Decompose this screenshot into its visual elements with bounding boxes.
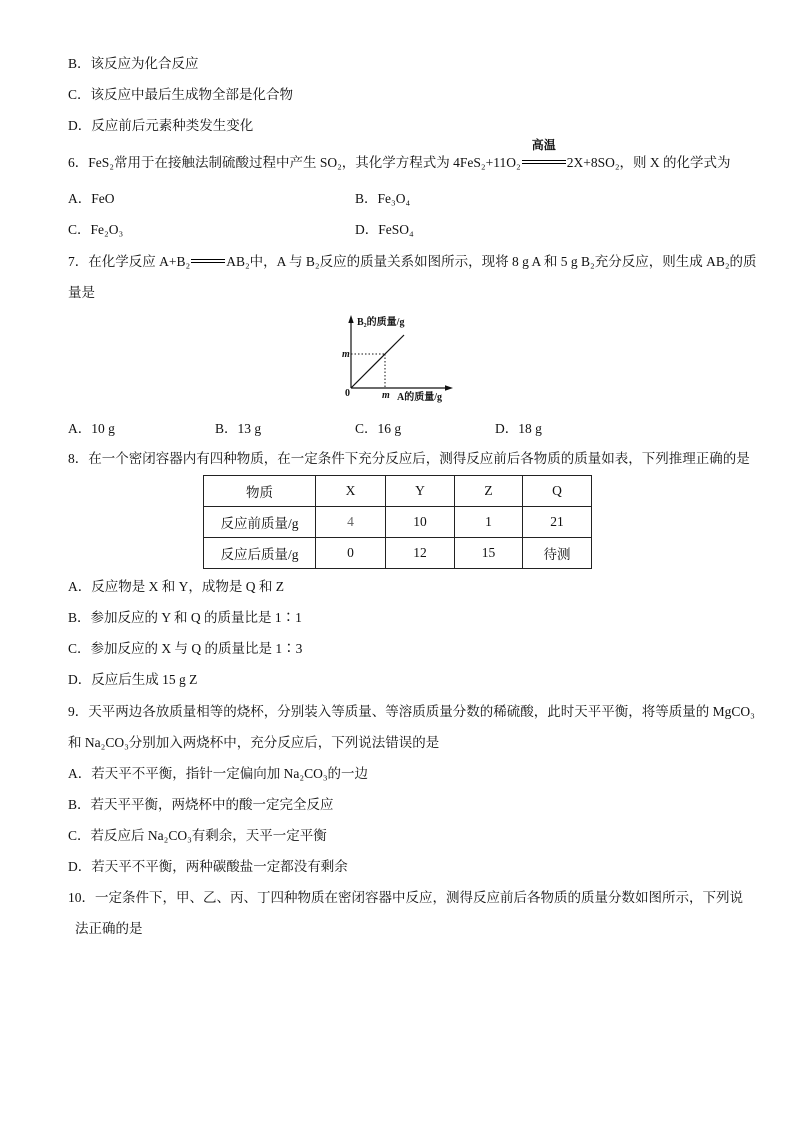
q7-option-d: D．18 g (495, 421, 542, 436)
y-axis-label: B₂的质量/g (357, 317, 405, 328)
table-header-cell: X (316, 476, 386, 507)
table-cell: 12 (386, 538, 455, 569)
table-cell: 4 (316, 507, 386, 538)
q8-option-d: D．反应后生成 15 g Z (68, 672, 198, 687)
q6-option-a: A．FeO (68, 191, 115, 206)
q7-option-b: B．13 g (215, 421, 262, 436)
q9-option-c: C．若反应后 Na₂CO₃有剩余，天平一定平衡 (68, 828, 327, 843)
q7-option-a: A．10 g (68, 421, 115, 436)
q6-stem-before: 6．FeS₂常用于在接触法制硫酸过程中产生 SO₂，其化学方程式为 4FeS₂+11O₂ (68, 155, 521, 170)
q6-option-c: C．Fe₂O₃ (68, 222, 124, 237)
q9-option-d: D．若天平不平衡，两种碳酸盐一定都没有剩余 (68, 859, 348, 874)
q5-option-d: D．反应前后元素种类发生变化 (68, 118, 254, 133)
x-axis-label: A的质量/g (397, 392, 442, 403)
q7-stem-before: 7．在化学反应 A+B₂ (68, 254, 191, 269)
table-row (204, 507, 592, 538)
reaction-condition-equals-sign (522, 138, 566, 169)
table-cell: 10 (386, 507, 455, 538)
x-tick-label: m (382, 390, 390, 401)
table-cell: 21 (523, 507, 592, 538)
q5-option-c: C．该反应中最后生成物全部是化合物 (68, 87, 294, 102)
table-cell: 0 (316, 538, 386, 569)
q6-option-b: B．Fe₃O₄ (355, 191, 411, 206)
mass-relation-figure (330, 308, 460, 404)
table-row (204, 538, 592, 569)
q9-option-a: A．若天平不平衡，指针一定偏向加 Na₂CO₃的一边 (68, 766, 369, 781)
table-header-row (204, 476, 592, 507)
origin-label: 0 (345, 388, 350, 399)
q7-stem-line1 (68, 253, 757, 271)
x-axis-arrow (445, 385, 453, 390)
q6-option-d: D．FeSO₄ (355, 222, 414, 237)
table-header-cell: Q (523, 476, 592, 507)
q8-stem: 8．在一个密闭容器内有四种物质，在一定条件下充分反应后，测得反应前后各物质的质量如表，下列推理正确的是 (68, 451, 750, 466)
q8-option-a: A．反应物是 X 和 Y，成物是 Q 和 Z (68, 579, 284, 594)
table-header-cell: Z (455, 476, 523, 507)
table-row-label: 反应后质量/g (204, 538, 316, 569)
table-cell: 1 (455, 507, 523, 538)
q10-stem-line1: 10．一定条件下，甲、乙、丙、丁四种物质在密闭容器中反应，测得反应前后各物质的质量分数如图所示，下列说 (68, 890, 743, 905)
q8-option-c: C．参加反应的 X 与 Q 的质量比是 1∶3 (68, 641, 303, 656)
q10-stem-line2: 法正确的是 (75, 921, 143, 936)
q6-stem (68, 138, 731, 172)
double-line (191, 259, 225, 263)
reaction-condition: 高温 (531, 138, 556, 152)
double-line-equals-sign (191, 254, 225, 268)
table-cell: 15 (455, 538, 523, 569)
y-tick-label: m (342, 349, 350, 360)
q7-stem-line2: 量是 (68, 285, 95, 300)
double-line (522, 160, 566, 164)
q9-stem-line2: 和 Na₂CO₃分别加入两烧杯中，充分反应后，下列说法错误的是 (68, 735, 440, 750)
table-header-cell: 物质 (204, 476, 316, 507)
table-header-cell: Y (386, 476, 455, 507)
q6-stem-after: 2X+8SO₂，则 X 的化学式为 (566, 155, 731, 170)
mass-table (203, 475, 592, 569)
q8-option-b: B．参加反应的 Y 和 Q 的质量比是 1∶1 (68, 610, 302, 625)
proportional-line (351, 335, 404, 388)
y-axis-arrow (348, 315, 353, 323)
q9-option-b: B．若天平平衡，两烧杯中的酸一定完全反应 (68, 797, 334, 812)
table-cell: 待测 (523, 538, 592, 569)
q9-stem-line1: 9．天平两边各放质量相等的烧杯，分别装入等质量、等溶质质量分数的稀硫酸，此时天平平衡，将等质量的 MgCO₃ (68, 704, 755, 719)
q7-option-c: C．16 g (355, 421, 402, 436)
q5-option-b: B．该反应为化合反应 (68, 56, 199, 71)
table-row-label: 反应前质量/g (204, 507, 316, 538)
q7-stem-after: AB₂中，A 与 B₂反应的质量关系如图所示，现将 8 g A 和 5 g B₂充分反应，则生成 AB₂的质 (226, 254, 757, 269)
